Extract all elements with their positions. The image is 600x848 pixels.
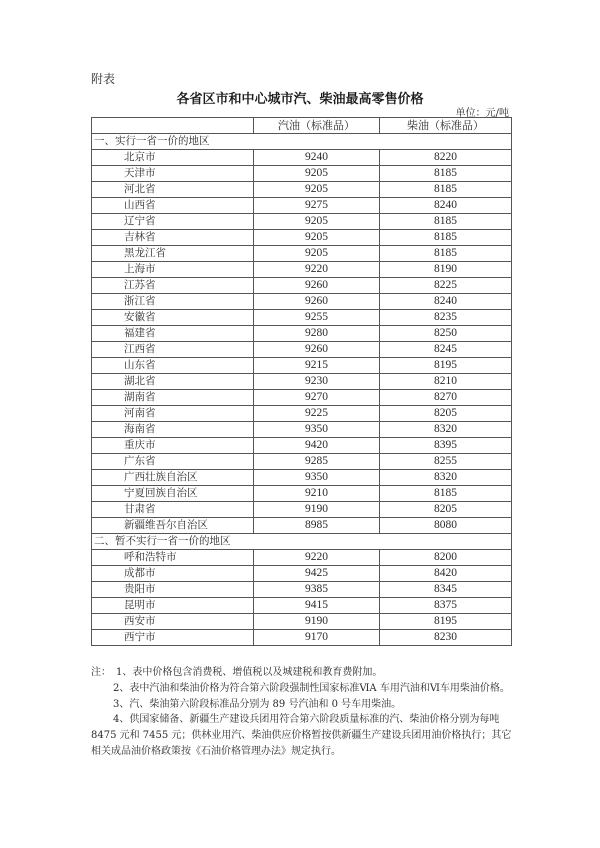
diesel-price-cell: 8345 bbox=[380, 582, 512, 598]
gasoline-price-cell: 9285 bbox=[254, 454, 380, 470]
diesel-price-cell: 8420 bbox=[380, 566, 512, 582]
section-title: 一、实行一省一价的地区 bbox=[92, 134, 512, 150]
region-cell: 江西省 bbox=[92, 342, 254, 358]
diesel-price-cell: 8235 bbox=[380, 310, 512, 326]
table-row bbox=[92, 486, 512, 502]
gasoline-price-cell: 9240 bbox=[254, 150, 380, 166]
table-row bbox=[92, 550, 512, 566]
section-row bbox=[92, 534, 512, 550]
header-region bbox=[92, 118, 254, 134]
gasoline-price-cell: 9205 bbox=[254, 230, 380, 246]
table-row bbox=[92, 454, 512, 470]
diesel-price-cell: 8240 bbox=[380, 198, 512, 214]
note-2: 2、表中汽油和柴油价格为符合第六阶段强制性国家标准ⅥA 车用汽油和Ⅵ车用柴油价格。 bbox=[113, 682, 510, 694]
gasoline-price-cell: 9210 bbox=[254, 486, 380, 502]
table-row bbox=[92, 198, 512, 214]
table-row bbox=[92, 246, 512, 262]
gasoline-price-cell: 9420 bbox=[254, 438, 380, 454]
region-cell: 北京市 bbox=[92, 150, 254, 166]
table-row bbox=[92, 294, 512, 310]
diesel-price-cell: 8255 bbox=[380, 454, 512, 470]
gasoline-price-cell: 9350 bbox=[254, 470, 380, 486]
region-cell: 浙江省 bbox=[92, 294, 254, 310]
region-cell: 湖南省 bbox=[92, 390, 254, 406]
diesel-price-cell: 8240 bbox=[380, 294, 512, 310]
region-cell: 河南省 bbox=[92, 406, 254, 422]
region-cell: 安徽省 bbox=[92, 310, 254, 326]
diesel-price-cell: 8225 bbox=[380, 278, 512, 294]
table-row bbox=[92, 182, 512, 198]
gasoline-price-cell: 9225 bbox=[254, 406, 380, 422]
diesel-price-cell: 8205 bbox=[380, 406, 512, 422]
table-header-row bbox=[92, 118, 512, 134]
region-cell: 宁夏回族自治区 bbox=[92, 486, 254, 502]
gasoline-price-cell: 8985 bbox=[254, 518, 380, 534]
region-cell: 山西省 bbox=[92, 198, 254, 214]
diesel-price-cell: 8395 bbox=[380, 438, 512, 454]
gasoline-price-cell: 9255 bbox=[254, 310, 380, 326]
table-row bbox=[92, 630, 512, 646]
table-row bbox=[92, 390, 512, 406]
region-cell: 河北省 bbox=[92, 182, 254, 198]
region-cell: 成都市 bbox=[92, 566, 254, 582]
header-diesel: 柴油（标准品） bbox=[380, 118, 512, 134]
table-row bbox=[92, 342, 512, 358]
table-row bbox=[92, 166, 512, 182]
diesel-price-cell: 8185 bbox=[380, 182, 512, 198]
diesel-price-cell: 8185 bbox=[380, 486, 512, 502]
diesel-price-cell: 8320 bbox=[380, 422, 512, 438]
diesel-price-cell: 8195 bbox=[380, 358, 512, 374]
document-title: 各省区市和中心城市汽、柴油最高零售价格 bbox=[176, 92, 424, 107]
section-title: 二、暂不实行一省一价的地区 bbox=[92, 534, 512, 550]
note-4: 4、供国家储备、新疆生产建设兵团用符合第六阶段质量标准的汽、柴油价格分别为每吨 8475 元和 7455 元；供林业用汽、柴油供应价格暂按供新疆生产建设兵团用油价格执行；其它相关成品油价格政策按《石油价格管理办法》规定执行。 bbox=[91, 714, 512, 757]
region-cell: 昆明市 bbox=[92, 598, 254, 614]
table-row bbox=[92, 422, 512, 438]
gasoline-price-cell: 9205 bbox=[254, 166, 380, 182]
diesel-price-cell: 8190 bbox=[380, 262, 512, 278]
diesel-price-cell: 8200 bbox=[380, 550, 512, 566]
gasoline-price-cell: 9260 bbox=[254, 294, 380, 310]
table-row bbox=[92, 406, 512, 422]
region-cell: 福建省 bbox=[92, 326, 254, 342]
region-cell: 呼和浩特市 bbox=[92, 550, 254, 566]
gasoline-price-cell: 9205 bbox=[254, 246, 380, 262]
table-row bbox=[92, 582, 512, 598]
region-cell: 重庆市 bbox=[92, 438, 254, 454]
table-row bbox=[92, 598, 512, 614]
diesel-price-cell: 8220 bbox=[380, 150, 512, 166]
gasoline-price-cell: 9350 bbox=[254, 422, 380, 438]
gasoline-price-cell: 9260 bbox=[254, 278, 380, 294]
gasoline-price-cell: 9205 bbox=[254, 182, 380, 198]
diesel-price-cell: 8230 bbox=[380, 630, 512, 646]
region-cell: 山东省 bbox=[92, 358, 254, 374]
table-row bbox=[92, 230, 512, 246]
region-cell: 贵阳市 bbox=[92, 582, 254, 598]
table-row bbox=[92, 470, 512, 486]
unit-label: 单位：元/吨 bbox=[455, 108, 509, 119]
gasoline-price-cell: 9260 bbox=[254, 342, 380, 358]
diesel-price-cell: 8195 bbox=[380, 614, 512, 630]
region-cell: 甘肃省 bbox=[92, 502, 254, 518]
region-cell: 上海市 bbox=[92, 262, 254, 278]
diesel-price-cell: 8250 bbox=[380, 326, 512, 342]
gasoline-price-cell: 9415 bbox=[254, 598, 380, 614]
gasoline-price-cell: 9275 bbox=[254, 198, 380, 214]
gasoline-price-cell: 9190 bbox=[254, 614, 380, 630]
section-row bbox=[92, 134, 512, 150]
diesel-price-cell: 8270 bbox=[380, 390, 512, 406]
gasoline-price-cell: 9170 bbox=[254, 630, 380, 646]
diesel-price-cell: 8245 bbox=[380, 342, 512, 358]
gasoline-price-cell: 9215 bbox=[254, 358, 380, 374]
table-row bbox=[92, 310, 512, 326]
table-row bbox=[92, 278, 512, 294]
note-3: 3、汽、柴油第六阶段标准品分别为 89 号汽油和 0 号车用柴油。 bbox=[113, 698, 402, 710]
diesel-price-cell: 8375 bbox=[380, 598, 512, 614]
gasoline-price-cell: 9270 bbox=[254, 390, 380, 406]
gasoline-price-cell: 9220 bbox=[254, 262, 380, 278]
region-cell: 西宁市 bbox=[92, 630, 254, 646]
gasoline-price-cell: 9385 bbox=[254, 582, 380, 598]
table-row bbox=[92, 262, 512, 278]
attachment-label: 附表 bbox=[91, 72, 116, 86]
diesel-price-cell: 8185 bbox=[380, 230, 512, 246]
region-cell: 黑龙江省 bbox=[92, 246, 254, 262]
gasoline-price-cell: 9190 bbox=[254, 502, 380, 518]
diesel-price-cell: 8080 bbox=[380, 518, 512, 534]
region-cell: 西安市 bbox=[92, 614, 254, 630]
diesel-price-cell: 8185 bbox=[380, 166, 512, 182]
diesel-price-cell: 8185 bbox=[380, 214, 512, 230]
region-cell: 海南省 bbox=[92, 422, 254, 438]
table-row bbox=[92, 502, 512, 518]
gasoline-price-cell: 9230 bbox=[254, 374, 380, 390]
table-row bbox=[92, 374, 512, 390]
notes bbox=[91, 665, 515, 760]
gasoline-price-cell: 9425 bbox=[254, 566, 380, 582]
diesel-price-cell: 8210 bbox=[380, 374, 512, 390]
region-cell: 新疆维吾尔自治区 bbox=[92, 518, 254, 534]
diesel-price-cell: 8320 bbox=[380, 470, 512, 486]
table-row bbox=[92, 358, 512, 374]
region-cell: 辽宁省 bbox=[92, 214, 254, 230]
region-cell: 江苏省 bbox=[92, 278, 254, 294]
header-gasoline: 汽油（标准品） bbox=[254, 118, 380, 134]
diesel-price-cell: 8185 bbox=[380, 246, 512, 262]
gasoline-price-cell: 9205 bbox=[254, 214, 380, 230]
table-row bbox=[92, 566, 512, 582]
region-cell: 湖北省 bbox=[92, 374, 254, 390]
region-cell: 广东省 bbox=[92, 454, 254, 470]
diesel-price-cell: 8205 bbox=[380, 502, 512, 518]
table-row bbox=[92, 214, 512, 230]
note-1: 注： 1、表中价格包含消费税、增值税以及城建税和教育费附加。 bbox=[91, 667, 383, 678]
table-row bbox=[92, 438, 512, 454]
region-cell: 吉林省 bbox=[92, 230, 254, 246]
gasoline-price-cell: 9220 bbox=[254, 550, 380, 566]
region-cell: 天津市 bbox=[92, 166, 254, 182]
table-row bbox=[92, 326, 512, 342]
table-row bbox=[92, 150, 512, 166]
price-table bbox=[91, 117, 512, 646]
table-row bbox=[92, 614, 512, 630]
gasoline-price-cell: 9280 bbox=[254, 326, 380, 342]
table-row bbox=[92, 518, 512, 534]
region-cell: 广西壮族自治区 bbox=[92, 470, 254, 486]
